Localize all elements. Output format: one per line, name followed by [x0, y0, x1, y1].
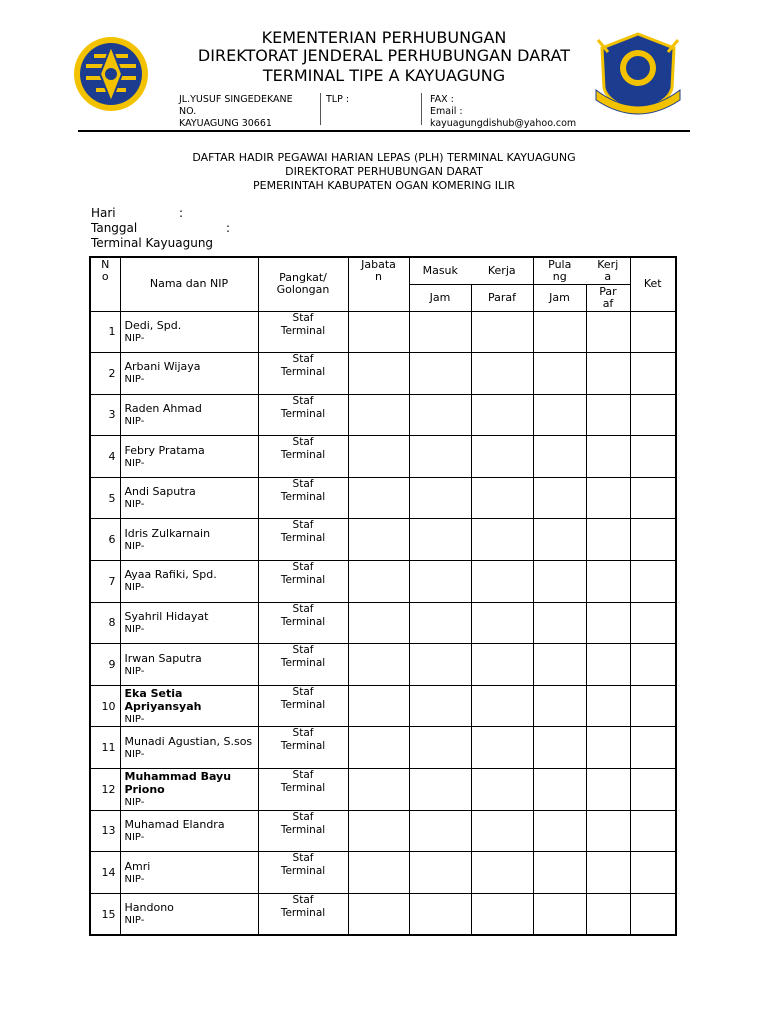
- employee-name: Syahril Hidayat: [124, 609, 209, 623]
- employee-nip: NIP-: [124, 374, 145, 386]
- jam-pulang-cell[interactable]: [533, 394, 586, 436]
- table-row: [90, 727, 676, 769]
- paraf-pulang-cell[interactable]: [586, 477, 630, 519]
- pangkat-cell: [258, 311, 348, 353]
- tanggal-colon: :: [226, 221, 231, 235]
- pangkat-line2: Terminal: [280, 324, 326, 337]
- table-row: [90, 602, 676, 644]
- jabatan-cell[interactable]: [348, 394, 409, 436]
- employee-cell: [120, 769, 258, 811]
- paraf-pulang-cell[interactable]: [586, 561, 630, 603]
- email-value: kayuagungdishub@yahoo.com: [430, 118, 577, 129]
- employee-name: Idris Zulkarnain: [124, 526, 211, 540]
- jam-masuk-cell[interactable]: [409, 436, 471, 478]
- row-number: 2: [90, 353, 120, 395]
- row-number: 7: [90, 561, 120, 603]
- table-row: [90, 311, 676, 353]
- terminal-title: TERMINAL TIPE A KAYUAGUNG: [262, 66, 506, 85]
- jam-pulang-cell[interactable]: [533, 602, 586, 644]
- employee-nip: NIP-: [124, 665, 145, 677]
- ket-cell[interactable]: [630, 436, 676, 478]
- employee-nip: NIP-: [124, 713, 145, 725]
- jam-masuk-cell[interactable]: [409, 727, 471, 769]
- pangkat-line1: Staf: [292, 644, 314, 657]
- employee-name: Amri: [124, 859, 151, 873]
- paraf-masuk-cell[interactable]: [471, 353, 533, 395]
- col-header-jabatan: Jabata n: [348, 257, 409, 311]
- employee-nip: NIP-: [124, 623, 145, 635]
- jam-masuk-cell[interactable]: [409, 311, 471, 353]
- ket-cell[interactable]: [630, 311, 676, 353]
- row-number: 13: [90, 810, 120, 852]
- ket-cell[interactable]: [630, 644, 676, 686]
- ministry-title: KEMENTERIAN PERHUBUNGAN: [261, 28, 507, 47]
- email-label: Email :: [430, 106, 463, 117]
- employee-nip: NIP-: [124, 582, 145, 594]
- jam-masuk-cell[interactable]: [409, 810, 471, 852]
- pangkat-line2: Terminal: [280, 615, 326, 628]
- pangkat-line1: Staf: [292, 311, 314, 324]
- employee-cell: [120, 311, 258, 353]
- employee-cell: [120, 602, 258, 644]
- ket-cell[interactable]: [630, 561, 676, 603]
- subheader-jam-pulang: Jam: [533, 284, 586, 311]
- col-header-masuk: Masuk: [409, 257, 471, 284]
- hari-label: Hari: [91, 206, 116, 220]
- pangkat-line1: Staf: [292, 561, 314, 574]
- employee-name: Handono: [124, 901, 174, 915]
- pangkat-cell: [258, 852, 348, 894]
- employee-nip: NIP-: [124, 457, 145, 469]
- subheader-jam-masuk: Jam: [409, 284, 471, 311]
- subheader-paraf-pulang: Par af: [586, 284, 630, 311]
- table-row: [90, 477, 676, 519]
- paraf-masuk-cell[interactable]: [471, 519, 533, 561]
- employee-nip: NIP-: [124, 540, 145, 552]
- row-number: 10: [90, 685, 120, 727]
- pangkat-line2: Terminal: [280, 407, 326, 420]
- employee-name: Muhammad Bayu Priono: [124, 769, 232, 796]
- pangkat-cell: [258, 893, 348, 935]
- address-line1: JL.YUSUF SINGEDEKANE: [179, 94, 293, 105]
- paraf-masuk-cell[interactable]: [471, 727, 533, 769]
- pangkat-cell: [258, 353, 348, 395]
- address-divider: [320, 93, 321, 125]
- paraf-pulang-cell[interactable]: [586, 644, 630, 686]
- paraf-pulang-cell[interactable]: [586, 769, 630, 811]
- row-number: 9: [90, 644, 120, 686]
- pangkat-cell: [258, 394, 348, 436]
- employee-cell: [120, 353, 258, 395]
- row-number: 4: [90, 436, 120, 478]
- employee-name: Muhamad Elandra: [124, 817, 225, 831]
- employee-nip: NIP-: [124, 796, 145, 808]
- row-number: 1: [90, 311, 120, 353]
- jabatan-cell[interactable]: [348, 644, 409, 686]
- pangkat-line1: Staf: [292, 769, 314, 782]
- pangkat-cell: [258, 644, 348, 686]
- employee-name: Munadi Agustian, S.sos: [124, 734, 253, 748]
- paraf-masuk-cell[interactable]: [471, 394, 533, 436]
- employee-cell: [120, 519, 258, 561]
- col-header-pangkat: Pangkat/ Golongan: [258, 257, 348, 311]
- paraf-masuk-cell[interactable]: [471, 436, 533, 478]
- directorate-title: DIREKTORAT JENDERAL PERHUBUNGAN DARAT: [197, 46, 571, 65]
- paraf-pulang-cell[interactable]: [586, 852, 630, 894]
- employee-nip: NIP-: [124, 873, 145, 885]
- form-fields: [91, 206, 231, 251]
- paraf-masuk-cell[interactable]: [471, 810, 533, 852]
- employee-name: Dedi, Spd.: [124, 318, 182, 332]
- jam-pulang-cell[interactable]: [533, 727, 586, 769]
- paraf-pulang-cell[interactable]: [586, 436, 630, 478]
- jam-pulang-cell[interactable]: [533, 893, 586, 935]
- address-divider: [421, 93, 422, 125]
- jam-masuk-cell[interactable]: [409, 893, 471, 935]
- jam-pulang-cell[interactable]: [533, 852, 586, 894]
- paraf-masuk-cell[interactable]: [471, 893, 533, 935]
- employee-nip: NIP-: [124, 748, 145, 760]
- jabatan-cell[interactable]: [348, 602, 409, 644]
- jam-pulang-cell[interactable]: [533, 561, 586, 603]
- employee-cell: [120, 644, 258, 686]
- row-number: 11: [90, 727, 120, 769]
- pangkat-line2: Terminal: [280, 865, 326, 878]
- row-number: 8: [90, 602, 120, 644]
- paraf-masuk-cell[interactable]: [471, 685, 533, 727]
- pangkat-cell: [258, 519, 348, 561]
- employee-cell: [120, 561, 258, 603]
- jam-masuk-cell[interactable]: [409, 852, 471, 894]
- employee-cell: [120, 685, 258, 727]
- employee-nip: NIP-: [124, 332, 145, 344]
- row-number: 3: [90, 394, 120, 436]
- subtitle-line3: PEMERINTAH KABUPATEN OGAN KOMERING ILIR: [253, 179, 515, 192]
- tlp-label: TLP :: [326, 94, 350, 105]
- pangkat-line1: Staf: [292, 394, 314, 407]
- tanggal-label: Tanggal: [91, 221, 138, 235]
- employee-cell: [120, 852, 258, 894]
- jam-pulang-cell[interactable]: [533, 436, 586, 478]
- ket-cell[interactable]: [630, 519, 676, 561]
- pangkat-cell: [258, 436, 348, 478]
- pangkat-line2: Terminal: [280, 823, 326, 836]
- employee-name: Raden Ahmad: [124, 401, 202, 415]
- employee-nip: NIP-: [124, 831, 145, 843]
- ket-cell[interactable]: [630, 727, 676, 769]
- employee-name: Irwan Saputra: [124, 651, 202, 665]
- attendance-table: [89, 256, 677, 936]
- paraf-pulang-cell[interactable]: [586, 311, 630, 353]
- pangkat-line2: Terminal: [280, 574, 326, 587]
- pangkat-line1: Staf: [292, 727, 314, 740]
- row-number: 5: [90, 477, 120, 519]
- jam-pulang-cell[interactable]: [533, 477, 586, 519]
- ket-cell[interactable]: [630, 602, 676, 644]
- jam-masuk-cell[interactable]: [409, 644, 471, 686]
- table-row: [90, 893, 676, 935]
- employee-cell: [120, 477, 258, 519]
- table-row: [90, 353, 676, 395]
- row-number: 6: [90, 519, 120, 561]
- table-row: [90, 394, 676, 436]
- paraf-pulang-cell[interactable]: [586, 394, 630, 436]
- jabatan-cell[interactable]: [348, 685, 409, 727]
- pangkat-line2: Terminal: [280, 657, 326, 670]
- table-row: [90, 685, 676, 727]
- paraf-pulang-cell[interactable]: [586, 727, 630, 769]
- pangkat-line1: Staf: [292, 436, 314, 449]
- employee-nip: NIP-: [124, 499, 145, 511]
- jam-masuk-cell[interactable]: [409, 561, 471, 603]
- pangkat-line1: Staf: [292, 519, 314, 532]
- employee-cell: [120, 893, 258, 935]
- row-number: 15: [90, 893, 120, 935]
- pangkat-line2: Terminal: [280, 906, 326, 919]
- jam-pulang-cell[interactable]: [533, 685, 586, 727]
- jabatan-cell[interactable]: [348, 477, 409, 519]
- employee-cell: [120, 436, 258, 478]
- jam-masuk-cell[interactable]: [409, 477, 471, 519]
- employee-name: Febry Pratama: [124, 443, 205, 457]
- employee-cell: [120, 810, 258, 852]
- employee-nip: NIP-: [124, 915, 145, 927]
- pangkat-line1: Staf: [292, 852, 314, 865]
- jabatan-cell[interactable]: [348, 893, 409, 935]
- subheader-paraf-masuk: Paraf: [471, 284, 533, 311]
- pangkat-line2: Terminal: [280, 698, 326, 711]
- jabatan-cell[interactable]: [348, 519, 409, 561]
- paraf-masuk-cell[interactable]: [471, 852, 533, 894]
- fax-label: FAX :: [430, 94, 454, 105]
- table-row: [90, 561, 676, 603]
- table-row: [90, 644, 676, 686]
- employee-name: Arbani Wijaya: [124, 360, 201, 374]
- paraf-pulang-cell[interactable]: [586, 602, 630, 644]
- jam-pulang-cell[interactable]: [533, 311, 586, 353]
- pangkat-cell: [258, 727, 348, 769]
- paraf-pulang-cell[interactable]: [586, 353, 630, 395]
- jabatan-cell[interactable]: [348, 311, 409, 353]
- jabatan-cell[interactable]: [348, 852, 409, 894]
- paraf-pulang-cell[interactable]: [586, 810, 630, 852]
- pangkat-line1: Staf: [292, 477, 314, 490]
- paraf-pulang-cell[interactable]: [586, 519, 630, 561]
- ket-cell[interactable]: [630, 477, 676, 519]
- paraf-masuk-cell[interactable]: [471, 602, 533, 644]
- pangkat-line1: Staf: [292, 685, 314, 698]
- jabatan-cell[interactable]: [348, 436, 409, 478]
- pangkat-line2: Terminal: [280, 490, 326, 503]
- ket-cell[interactable]: [630, 769, 676, 811]
- table-row: [90, 519, 676, 561]
- employee-cell: [120, 727, 258, 769]
- employee-name: Eka Setia Apriyansyah: [124, 686, 202, 713]
- pangkat-cell: [258, 810, 348, 852]
- pangkat-line2: Terminal: [280, 532, 326, 545]
- pangkat-cell: [258, 685, 348, 727]
- row-number: 14: [90, 852, 120, 894]
- paraf-pulang-cell[interactable]: [586, 685, 630, 727]
- paraf-masuk-cell[interactable]: [471, 477, 533, 519]
- col-header-kerja2: Kerj a: [586, 257, 630, 284]
- jabatan-cell[interactable]: [348, 727, 409, 769]
- subtitle-line2: DIREKTORAT PERHUBUNGAN DARAT: [285, 165, 483, 178]
- ket-cell[interactable]: [630, 810, 676, 852]
- jabatan-cell[interactable]: [348, 810, 409, 852]
- col-header-kerja: Kerja: [471, 257, 533, 284]
- paraf-pulang-cell[interactable]: [586, 893, 630, 935]
- jam-masuk-cell[interactable]: [409, 519, 471, 561]
- pangkat-cell: [258, 769, 348, 811]
- jam-masuk-cell[interactable]: [409, 602, 471, 644]
- col-header-no: N o: [90, 257, 120, 311]
- table-row: [90, 852, 676, 894]
- pangkat-line2: Terminal: [280, 366, 326, 379]
- contact-block: [430, 94, 576, 130]
- row-number: 12: [90, 769, 120, 811]
- employee-name: Ayaa Rafiki, Spd.: [124, 568, 217, 582]
- subtitle-line1: DAFTAR HADIR PEGAWAI HARIAN LEPAS (PLH) TERMINAL KAYUAGUNG: [192, 151, 576, 164]
- paraf-masuk-cell[interactable]: [471, 644, 533, 686]
- jam-masuk-cell[interactable]: [409, 769, 471, 811]
- address-line2: NO.: [179, 106, 197, 117]
- pangkat-cell: [258, 477, 348, 519]
- address-block: [179, 94, 314, 130]
- ket-cell[interactable]: [630, 893, 676, 935]
- table-row: [90, 810, 676, 852]
- terminal-label: Terminal Kayuagung: [91, 236, 214, 250]
- address-line3: KAYUAGUNG 30661: [179, 118, 272, 129]
- jam-pulang-cell[interactable]: [533, 353, 586, 395]
- jam-pulang-cell[interactable]: [533, 769, 586, 811]
- pangkat-line2: Terminal: [280, 449, 326, 462]
- employee-name: Andi Saputra: [124, 485, 196, 499]
- col-header-ket: Ket: [630, 257, 676, 311]
- pangkat-line1: Staf: [292, 893, 314, 906]
- employee-nip: NIP-: [124, 415, 145, 427]
- header-rule: [78, 130, 690, 132]
- jabatan-cell[interactable]: [348, 561, 409, 603]
- jabatan-cell[interactable]: [348, 353, 409, 395]
- ket-cell[interactable]: [630, 353, 676, 395]
- table-row: [90, 436, 676, 478]
- jam-pulang-cell[interactable]: [533, 810, 586, 852]
- paraf-masuk-cell[interactable]: [471, 561, 533, 603]
- ket-cell[interactable]: [630, 394, 676, 436]
- jam-pulang-cell[interactable]: [533, 519, 586, 561]
- pangkat-line2: Terminal: [280, 740, 326, 753]
- hari-colon: :: [179, 206, 184, 220]
- jam-masuk-cell[interactable]: [409, 394, 471, 436]
- pangkat-line2: Terminal: [280, 782, 326, 795]
- jam-pulang-cell[interactable]: [533, 644, 586, 686]
- pangkat-line1: Staf: [292, 602, 314, 615]
- jam-masuk-cell[interactable]: [409, 685, 471, 727]
- table-row: [90, 769, 676, 811]
- jam-masuk-cell[interactable]: [409, 353, 471, 395]
- pangkat-line1: Staf: [292, 353, 314, 366]
- jabatan-cell[interactable]: [348, 769, 409, 811]
- pangkat-line1: Staf: [292, 810, 314, 823]
- col-header-nama: Nama dan NIP: [120, 257, 258, 311]
- ket-cell[interactable]: [630, 685, 676, 727]
- paraf-masuk-cell[interactable]: [471, 311, 533, 353]
- employee-cell: [120, 394, 258, 436]
- ket-cell[interactable]: [630, 852, 676, 894]
- pangkat-cell: [258, 561, 348, 603]
- paraf-masuk-cell[interactable]: [471, 769, 533, 811]
- col-header-pulang: Pula ng: [533, 257, 586, 284]
- pangkat-cell: [258, 602, 348, 644]
